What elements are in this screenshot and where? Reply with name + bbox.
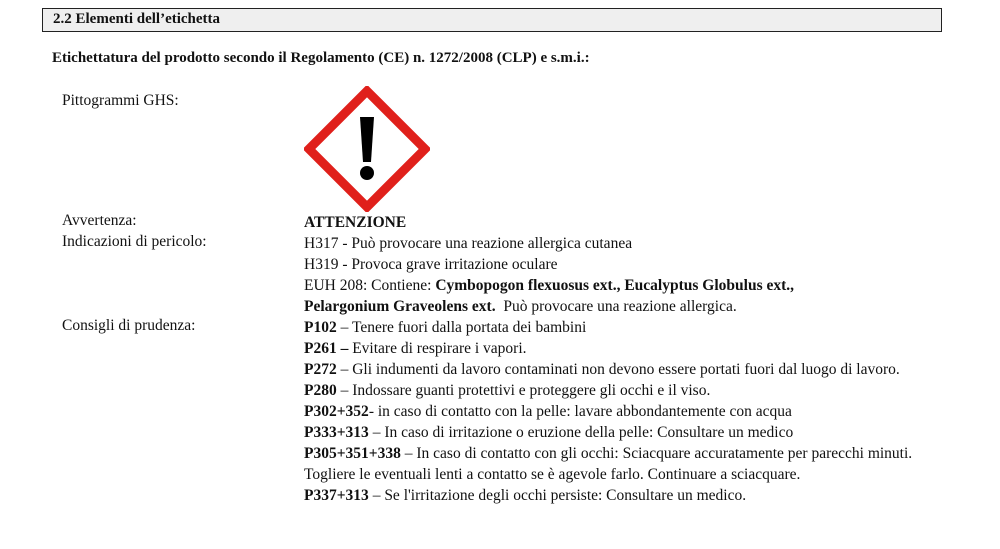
precautionary-statement: P261 – Evitare di respirare i vapori. [304, 340, 527, 357]
labelling-regulation-heading: Etichettatura del prodotto secondo il Regolamento (CE) n. 1272/2008 (CLP) e s.m.i.: [52, 50, 590, 66]
precautionary-statement: P333+313 – In caso di irritazione o eruzione della pelle: Consultare un medico [304, 424, 794, 441]
euh208-statement-line2: Pelargonium Graveolens ext. Può provocare una reazione allergica. [304, 298, 737, 315]
precautionary-statement: P102 – Tenere fuori dalla portata dei bambini [304, 319, 587, 336]
hazard-statements-label: Indicazioni di pericolo: [62, 233, 207, 250]
signal-word-label: Avvertenza: [62, 212, 137, 229]
ghs07-exclamation-mark-icon [304, 86, 430, 212]
precautionary-statement: P280 – Indossare guanti protettivi e proteggere gli occhi e il viso. [304, 382, 711, 399]
precautionary-statement: P272 – Gli indumenti da lavoro contaminati non devono essere portati fuori dal luogo di lavoro. [304, 361, 900, 378]
section-title: 2.2 Elementi dell’etichetta [53, 11, 221, 27]
pictograms-label: Pittogrammi GHS: [62, 92, 179, 109]
hazard-statement: H317 - Può provocare una reazione allergica cutanea [304, 235, 633, 252]
hazard-statements [304, 233, 944, 317]
precautionary-statement: P302+352- in caso di contatto con la pelle: lavare abbondantemente con acqua [304, 403, 792, 420]
hazard-statement: H319 - Provoca grave irritazione oculare [304, 256, 558, 273]
precautionary-statements [304, 317, 944, 506]
precautionary-statements-label: Consigli di prudenza: [62, 317, 196, 334]
precautionary-statement: P305+351+338 – In caso di contatto con gli occhi: Sciacquare accuratamente per parecchi minuti. Togliere le eventuali lenti a contatto se è agevole farlo. Continuare a sciacquare. [304, 445, 913, 483]
precautionary-statement: P337+313 – Se l'irritazione degli occhi persiste: Consultare un medico. [304, 487, 747, 504]
signal-word: ATTENZIONE [304, 214, 407, 231]
euh208-statement-line1: EUH 208: Contiene: Cymbopogon flexuosus ext., Eucalyptus Globulus ext., [304, 277, 795, 294]
section-header [42, 8, 942, 32]
